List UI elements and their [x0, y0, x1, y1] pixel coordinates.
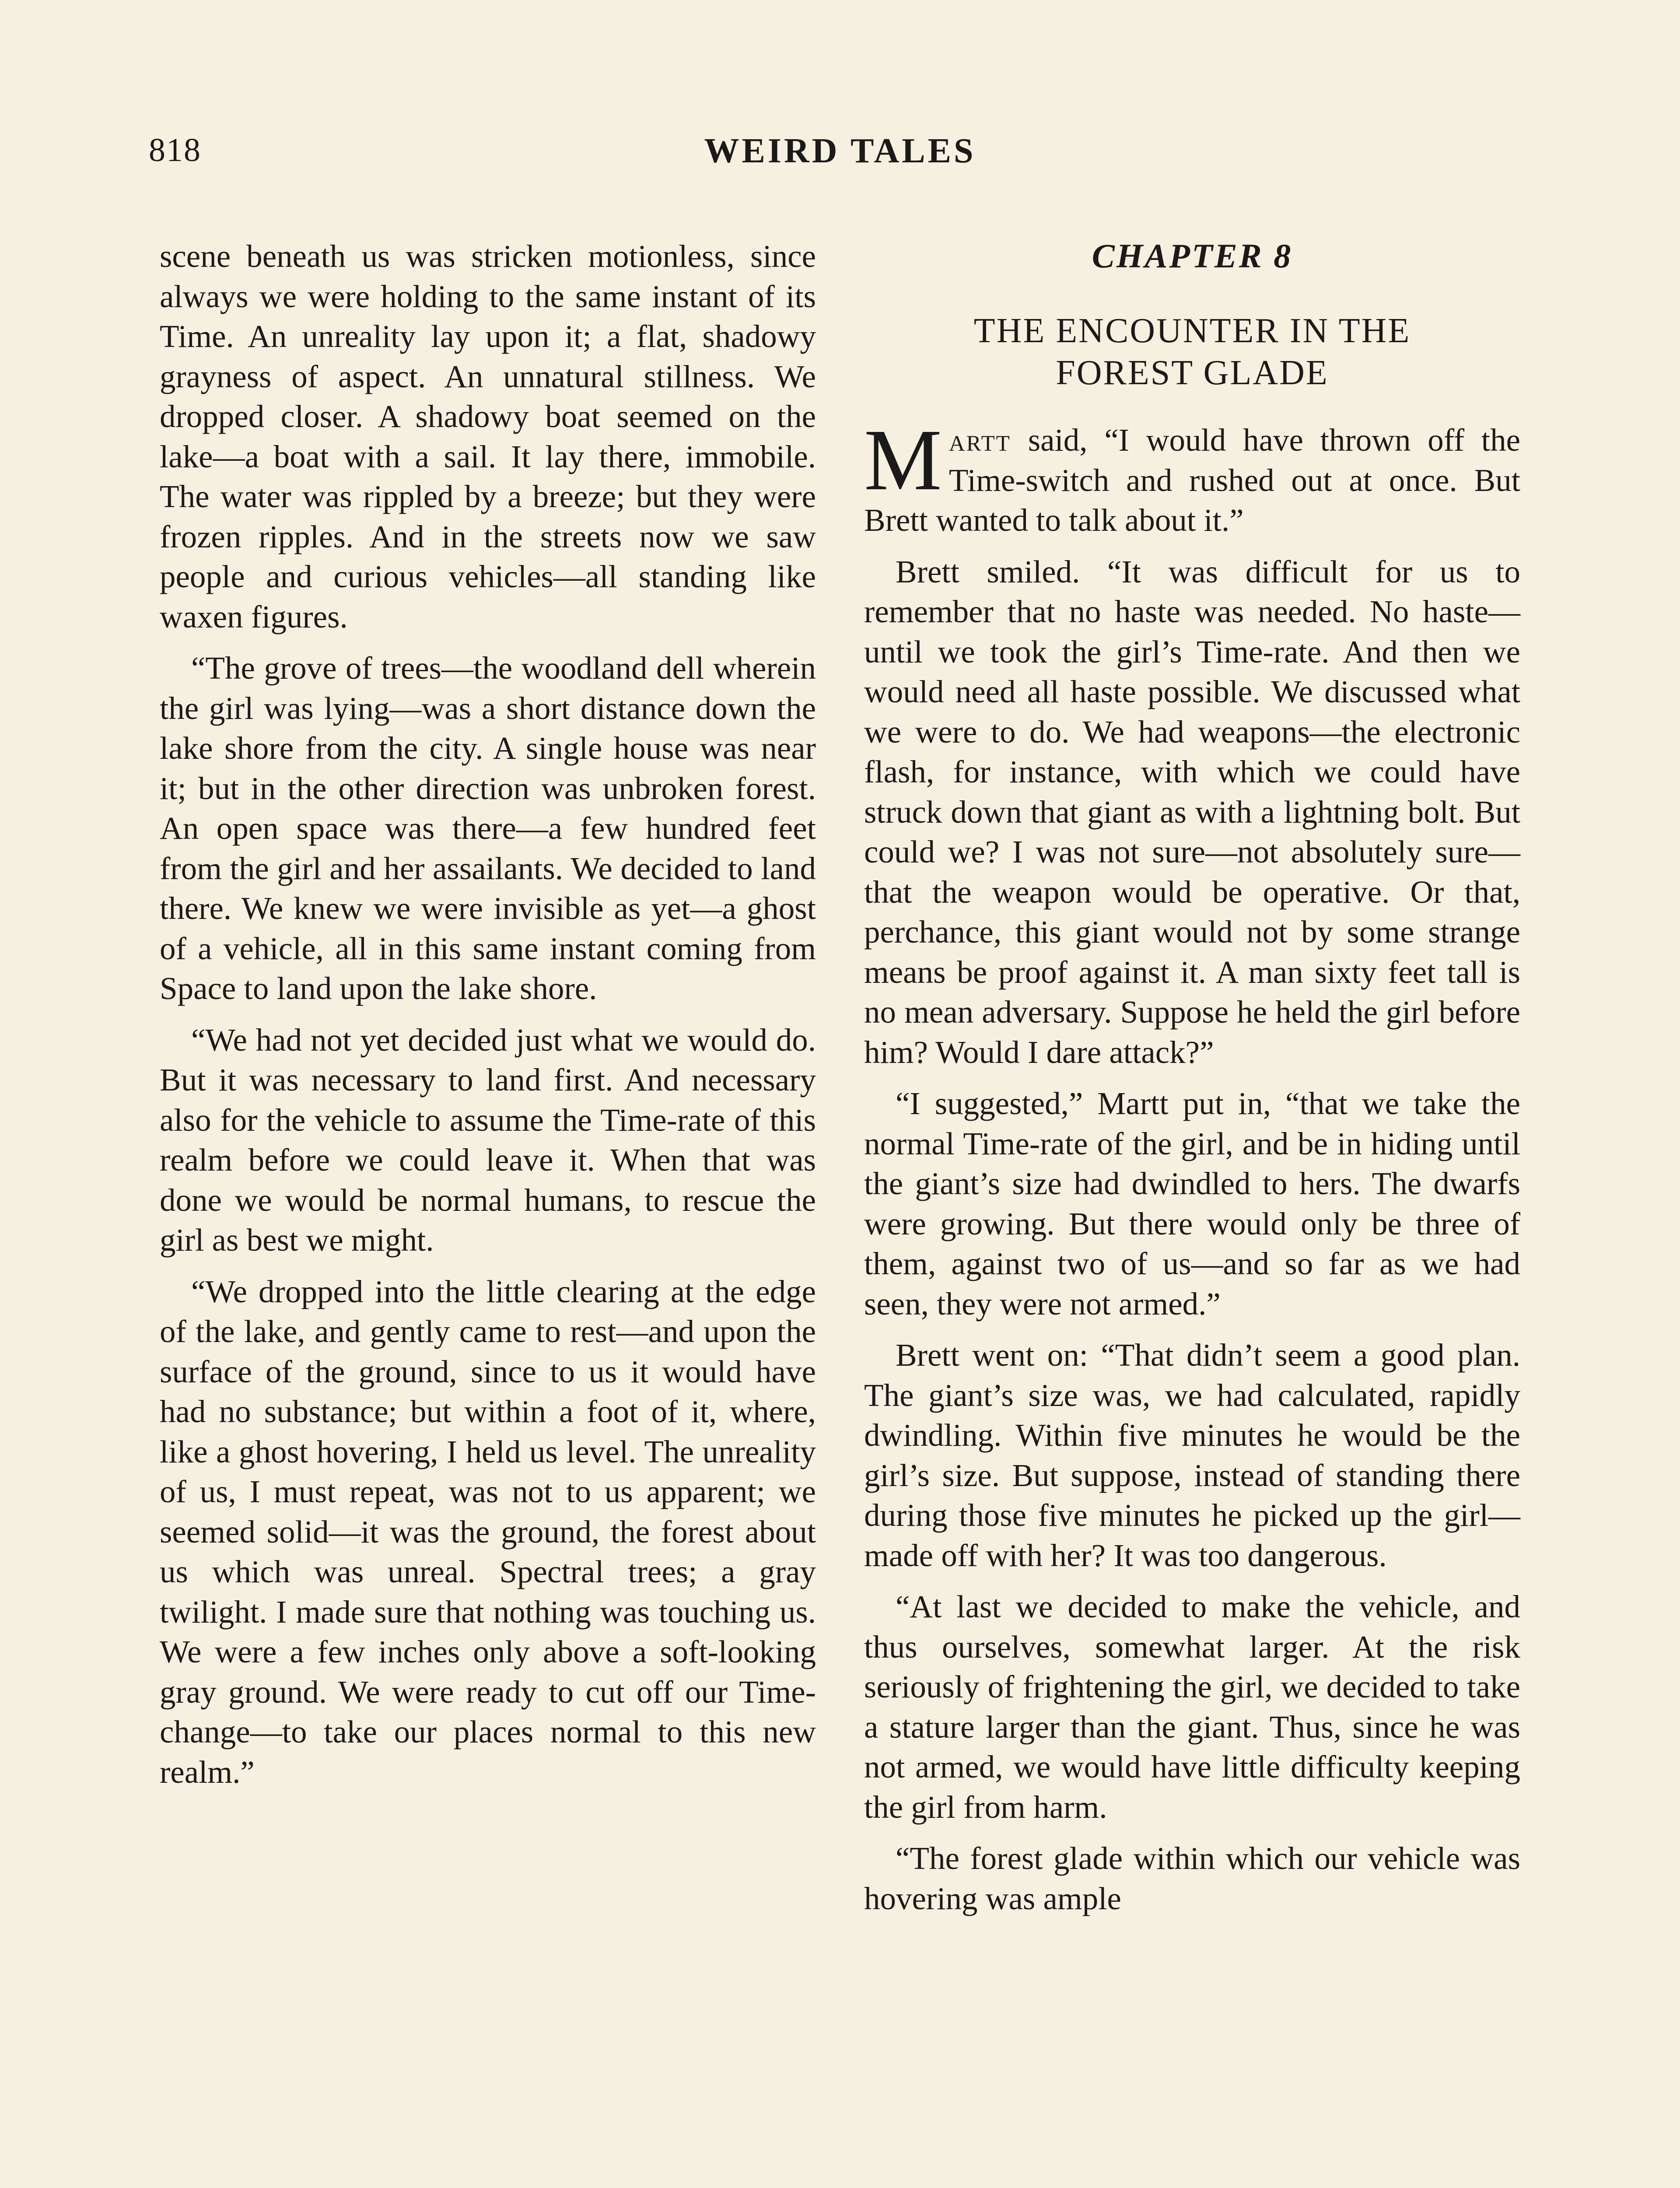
paragraph: “We dropped into the little clearing at the edge of the lake, and gently came to rest—and upon the surface of the ground, since to us it would have had no substance; but within a foot of it, where, like a ghost hovering, I held us level. The unreality of us, I must repeat, was not to us apparent; we seemed solid—it was the ground, the forest about us which was unreal. Spectral trees; a gray twilight. I made sure that nothing was touching us. We were a few inches only above a soft-looking gray ground. We were ready to cut off our Time-change—to take our places normal to this new realm.” — [160, 1273, 816, 1790]
running-head — [0, 131, 1680, 179]
paragraph: “I suggested,” Martt put in, “that we take the normal Time-rate of the girl, and be in hiding until the giant’s size had dwindled to hers. The dwarfs were growing. But there would only be three of them, against two of us—and so far as we had seen, they were not armed.” — [864, 1086, 1520, 1322]
drop-cap: M — [864, 412, 942, 508]
paragraph: Brett went on: “That didn’t seem a good plan. The giant’s size was, we had calculated, rapidly dwindling. Within five minutes he would be the girl’s size. But suppose, instead of standing there during those five minutes he picked up the girl—made off with her? It was too dangerous. — [864, 1337, 1520, 1573]
left-column — [160, 236, 816, 1803]
right-column — [864, 236, 1520, 1930]
magazine-title: WEIRD TALES — [704, 132, 976, 170]
chapter-label: CHAPTER 8 — [1092, 237, 1293, 275]
paragraph: “We had not yet decided just what we would do. But it was necessary to land first. And necessary also for the vehicle to assume the Time-rate of this realm before we could leave it. When that was done we would be normal humans, to rescue the girl as best we might. — [160, 1022, 816, 1258]
opening-text: said, “I would have thrown off the Time-switch and rushed out at once. But Brett wanted to talk about it.” — [864, 422, 1520, 538]
paragraph: “The grove of trees—the woodland dell wherein the girl was lying—was a short distance down the lake shore from the city. A single house was near it; but in the other direction was unbroken forest. An open space was there—a few hundred feet from the girl and her assailants. We decided to land there. We knew we were invisible as yet—a ghost of a vehicle, all in this same instant coming from Space to land upon the lake shore. — [160, 650, 816, 1006]
paragraph: “The forest glade within which our vehicle was hovering was ample — [864, 1841, 1520, 1916]
paragraph: “At last we decided to make the vehicle, and thus ourselves, somewhat larger. At the risk seriously of frightening the girl, we decided to take a stature larger than the giant. Thus, since he was not armed, we would have little difficulty keeping the girl from harm. — [864, 1589, 1520, 1825]
paragraph: Brett smiled. “It was difficult for us to remember that no haste was needed. No haste—until we took the girl’s Time-rate. And then we would need all haste possible. We discussed what we were to do. We had weapons—the electronic flash, for instance, with which we could have struck down that giant as with a lightning bolt. But could we? I was not sure—not absolutely sure—that the weapon would be operative. Or that, perchance, this giant would not by some strange means be proof against it. A man sixty feet tall is no mean adversary. Suppose he held the girl before him? Would I dare attack?” — [864, 554, 1520, 1070]
small-caps-lead: artt — [948, 422, 1011, 458]
paragraph: scene beneath us was stricken motionless, since always we were holding to the same instant of its Time. An unreality lay upon it; a flat, shadowy grayness of aspect. An unnatural stillness. We dropped closer. A shadowy boat seemed on the lake—a boat with a sail. It lay there, immobile. The water was rippled by a breeze; but they were frozen ripples. And in the streets now we saw people and curious vehicles—all standing like waxen figures. — [160, 238, 816, 635]
opening-paragraph — [864, 412, 1520, 540]
page-number: 818 — [149, 132, 201, 168]
chapter-title: THE ENCOUNTER IN THE FOREST GLADE — [973, 312, 1411, 392]
